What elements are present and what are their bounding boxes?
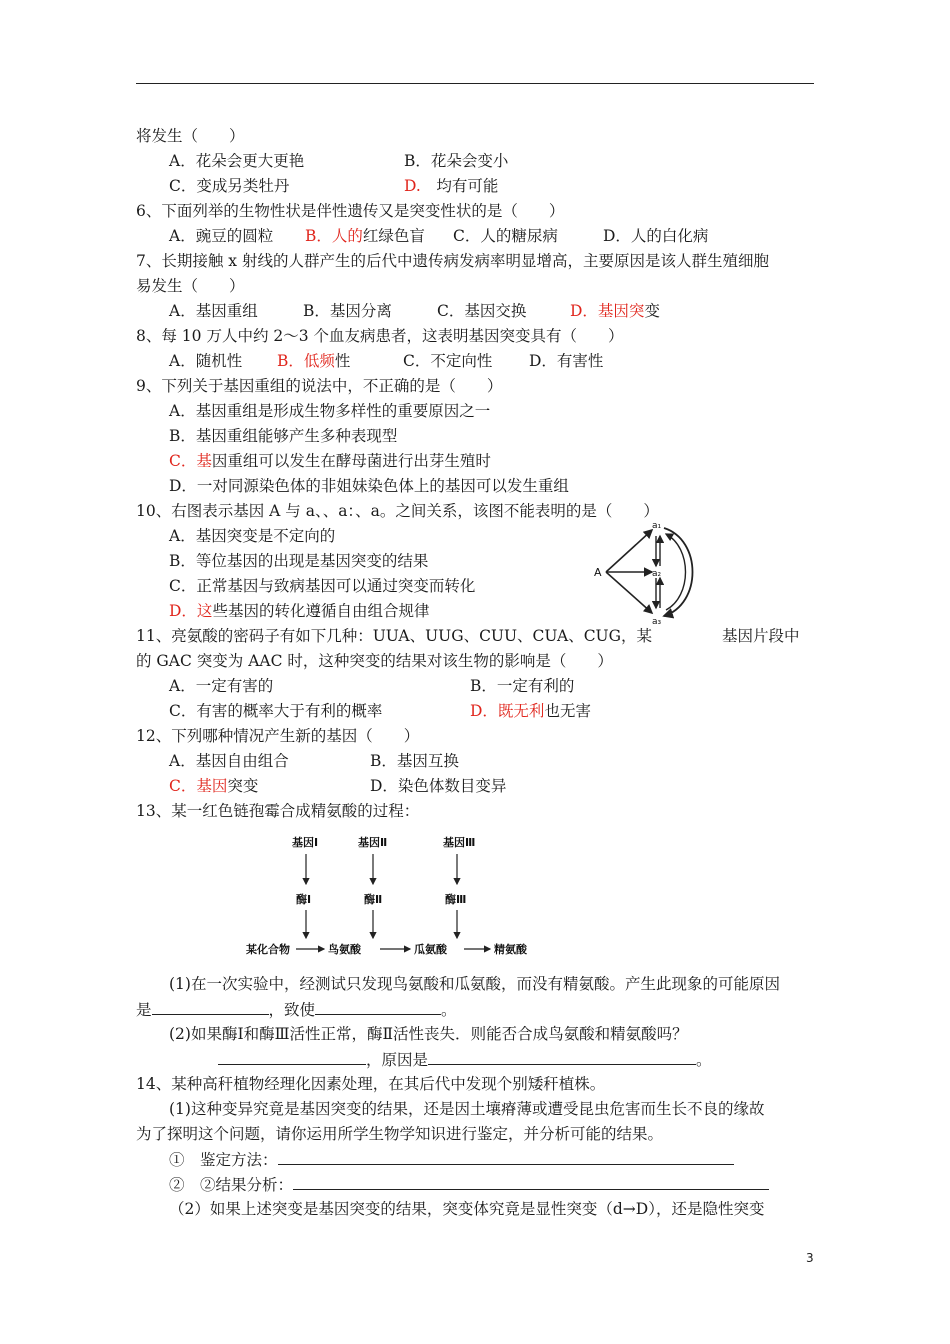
q6-option-b: B．人的红绿色盲 xyxy=(305,227,425,245)
q13-stem: 13、某一红色链孢霉合成精氨酸的过程： xyxy=(136,802,420,820)
q10-option-b: B．等位基因的出现是基因突变的结果 xyxy=(169,552,429,570)
q9-option-c: C．基因重组可以发生在酵母菌进行出芽生殖时 xyxy=(169,452,491,470)
q11-option-b: B．一定有利的 xyxy=(470,677,575,695)
q7-option-b: B．基因分离 xyxy=(303,302,392,320)
q13-part1: (1)在一次实验中，经测试只发现鸟氨酸和瓜氨酸，而没有精氨酸。产生此现象的可能原因 xyxy=(169,975,780,993)
q14-method: ① 鉴定方法： xyxy=(169,1148,734,1171)
q11-stem-right: 基因片段中 xyxy=(722,627,800,645)
q14-result: ② ②结果分析： xyxy=(169,1173,769,1196)
q9-option-a: A．基因重组是形成生物多样性的重要原因之一 xyxy=(169,402,491,420)
gene-1-label: 基因Ⅰ xyxy=(292,836,319,849)
citrulline-label: 瓜氨酸 xyxy=(414,943,447,956)
q8-option-d: D．有害性 xyxy=(529,352,604,370)
q13-blank-3[interactable] xyxy=(218,1048,366,1065)
q10-option-c: C．正常基因与致病基因可以通过突变而转化 xyxy=(169,577,476,595)
q8-stem: 8、每 10 万人中约 2～3 个血友病患者，这表明基因突变具有（ ） xyxy=(136,327,624,345)
q8-option-c: C．不定向性 xyxy=(403,352,493,370)
fig10-label-a2: a₂ xyxy=(652,569,662,579)
q13-part1-blanks: 是 ，致使 。 xyxy=(136,998,457,1021)
q8-option-a: A．随机性 xyxy=(169,352,243,370)
q14-part2: （2）如果上述突变是基因突变的结果，突变体究竟是显性突变（d→D），还是隐性突变 xyxy=(169,1200,765,1218)
fig10-label-A: A xyxy=(594,566,602,579)
q6-option-c: C．人的糖尿病 xyxy=(453,227,558,245)
q14-result-blank[interactable] xyxy=(293,1173,769,1190)
q5-stem-end: 将发生（ ） xyxy=(136,127,245,145)
q9-option-b: B．基因重组能够产生多种表现型 xyxy=(169,427,398,445)
q12-option-b: B．基因互换 xyxy=(370,752,459,770)
q8-option-b: B．低频性 xyxy=(277,352,351,370)
q11-option-a: A．一定有害的 xyxy=(169,677,274,695)
enzyme-1-label: 酶Ⅰ xyxy=(296,893,312,906)
enzyme-2-label: 酶Ⅱ xyxy=(364,893,383,906)
gene-3-label: 基因Ⅲ xyxy=(443,836,476,849)
fig10-label-a3: a₃ xyxy=(652,617,662,625)
q7-stem: 7、长期接触 x 射线的人群产生的后代中遗传病发病率明显增高，主要原因是该人群生殖细胞 xyxy=(136,252,769,270)
q5-option-c: C．变成另类牡丹 xyxy=(169,177,290,195)
q5-option-b: B．花朵会变小 xyxy=(404,152,509,170)
q6-option-a: A．豌豆的圆粒 xyxy=(169,227,274,245)
q14-part1: (1)这种变异究竟是基因突变的结果，还是因土壤瘠薄或遭受昆虫危害而生长不良的缘故 xyxy=(169,1100,765,1118)
q7-option-a: A．基因重组 xyxy=(169,302,258,320)
q14-stem: 14、某种高秆植物经理化因素处理，在其后代中发现个别矮秆植株。 xyxy=(136,1075,606,1093)
q11-option-c: C．有害的概率大于有利的概率 xyxy=(169,702,383,720)
q11-stem: 11、亮氨酸的密码子有如下几种：UUA、UUG、CUU、CUA、CUG，某 xyxy=(136,627,653,645)
q11-stem-cont: 的 GAC 突变为 AAC 时，这种突变的结果对该生物的影响是（ ） xyxy=(136,652,613,670)
fig10-label-a1: a₁ xyxy=(652,521,662,531)
q5-option-d: D. 均有可能 xyxy=(404,177,499,195)
q9-stem: 9、下列关于基因重组的说法中，不正确的是（ ） xyxy=(136,377,503,395)
q10-option-d: D．这些基因的转化遵循自由组合规律 xyxy=(169,602,430,620)
q13-blank-4[interactable] xyxy=(428,1048,696,1065)
ornithine-label: 鸟氨酸 xyxy=(328,943,361,956)
arginine-pathway-diagram xyxy=(240,828,540,960)
q12-option-a: A．基因自由组合 xyxy=(169,752,289,770)
enzyme-3-label: 酶Ⅲ xyxy=(445,893,467,906)
q12-stem: 12、下列哪种情况产生新的基因（ ） xyxy=(136,727,420,745)
header-rule xyxy=(136,83,814,84)
arginine-label: 精氨酸 xyxy=(494,943,527,956)
q11-option-d: D．既无利也无害 xyxy=(470,702,591,720)
q10-stem: 10、右图表示基因 A 与 a、、a：、a。之间关系，该图不能表明的是（ ） xyxy=(136,502,659,520)
allele-mutation-diagram xyxy=(590,520,700,625)
q14-method-blank[interactable] xyxy=(278,1148,734,1165)
gene-2-label: 基因Ⅱ xyxy=(358,836,388,849)
substrate-compound-label: 某化合物 xyxy=(246,943,290,956)
q10-option-a: A．基因突变是不定向的 xyxy=(169,527,336,545)
q12-option-d: D．染色体数目变异 xyxy=(370,777,507,795)
q6-stem: 6、下面列举的生物性状是伴性遗传又是突变性状的是（ ） xyxy=(136,202,565,220)
q9-option-d: D．一对同源染色体的非姐妹染色体上的基因可以发生重组 xyxy=(169,477,569,495)
q7-option-c: C．基因交换 xyxy=(437,302,527,320)
page-number: 3 xyxy=(806,1251,814,1265)
q7-stem-cont: 易发生（ ） xyxy=(136,277,245,295)
q12-option-c: C．基因突变 xyxy=(169,777,259,795)
q7-option-d: D．基因突变 xyxy=(570,302,660,320)
q13-blank-2[interactable] xyxy=(315,998,441,1015)
q13-part2: (2)如果酶Ⅰ和酶Ⅲ活性正常，酶Ⅱ活性丧失．则能否合成鸟氨酸和精氨酸吗？ xyxy=(169,1025,688,1043)
q6-option-d: D．人的白化病 xyxy=(603,227,709,245)
q13-part2-blanks: ，原因是 。 xyxy=(218,1048,712,1071)
q5-option-a: A．花朵会更大更艳 xyxy=(169,152,305,170)
q13-blank-1[interactable] xyxy=(152,998,269,1015)
q14-part1-cont: 为了探明这个问题，请你运用所学生物学知识进行鉴定，并分析可能的结果。 xyxy=(136,1125,664,1143)
